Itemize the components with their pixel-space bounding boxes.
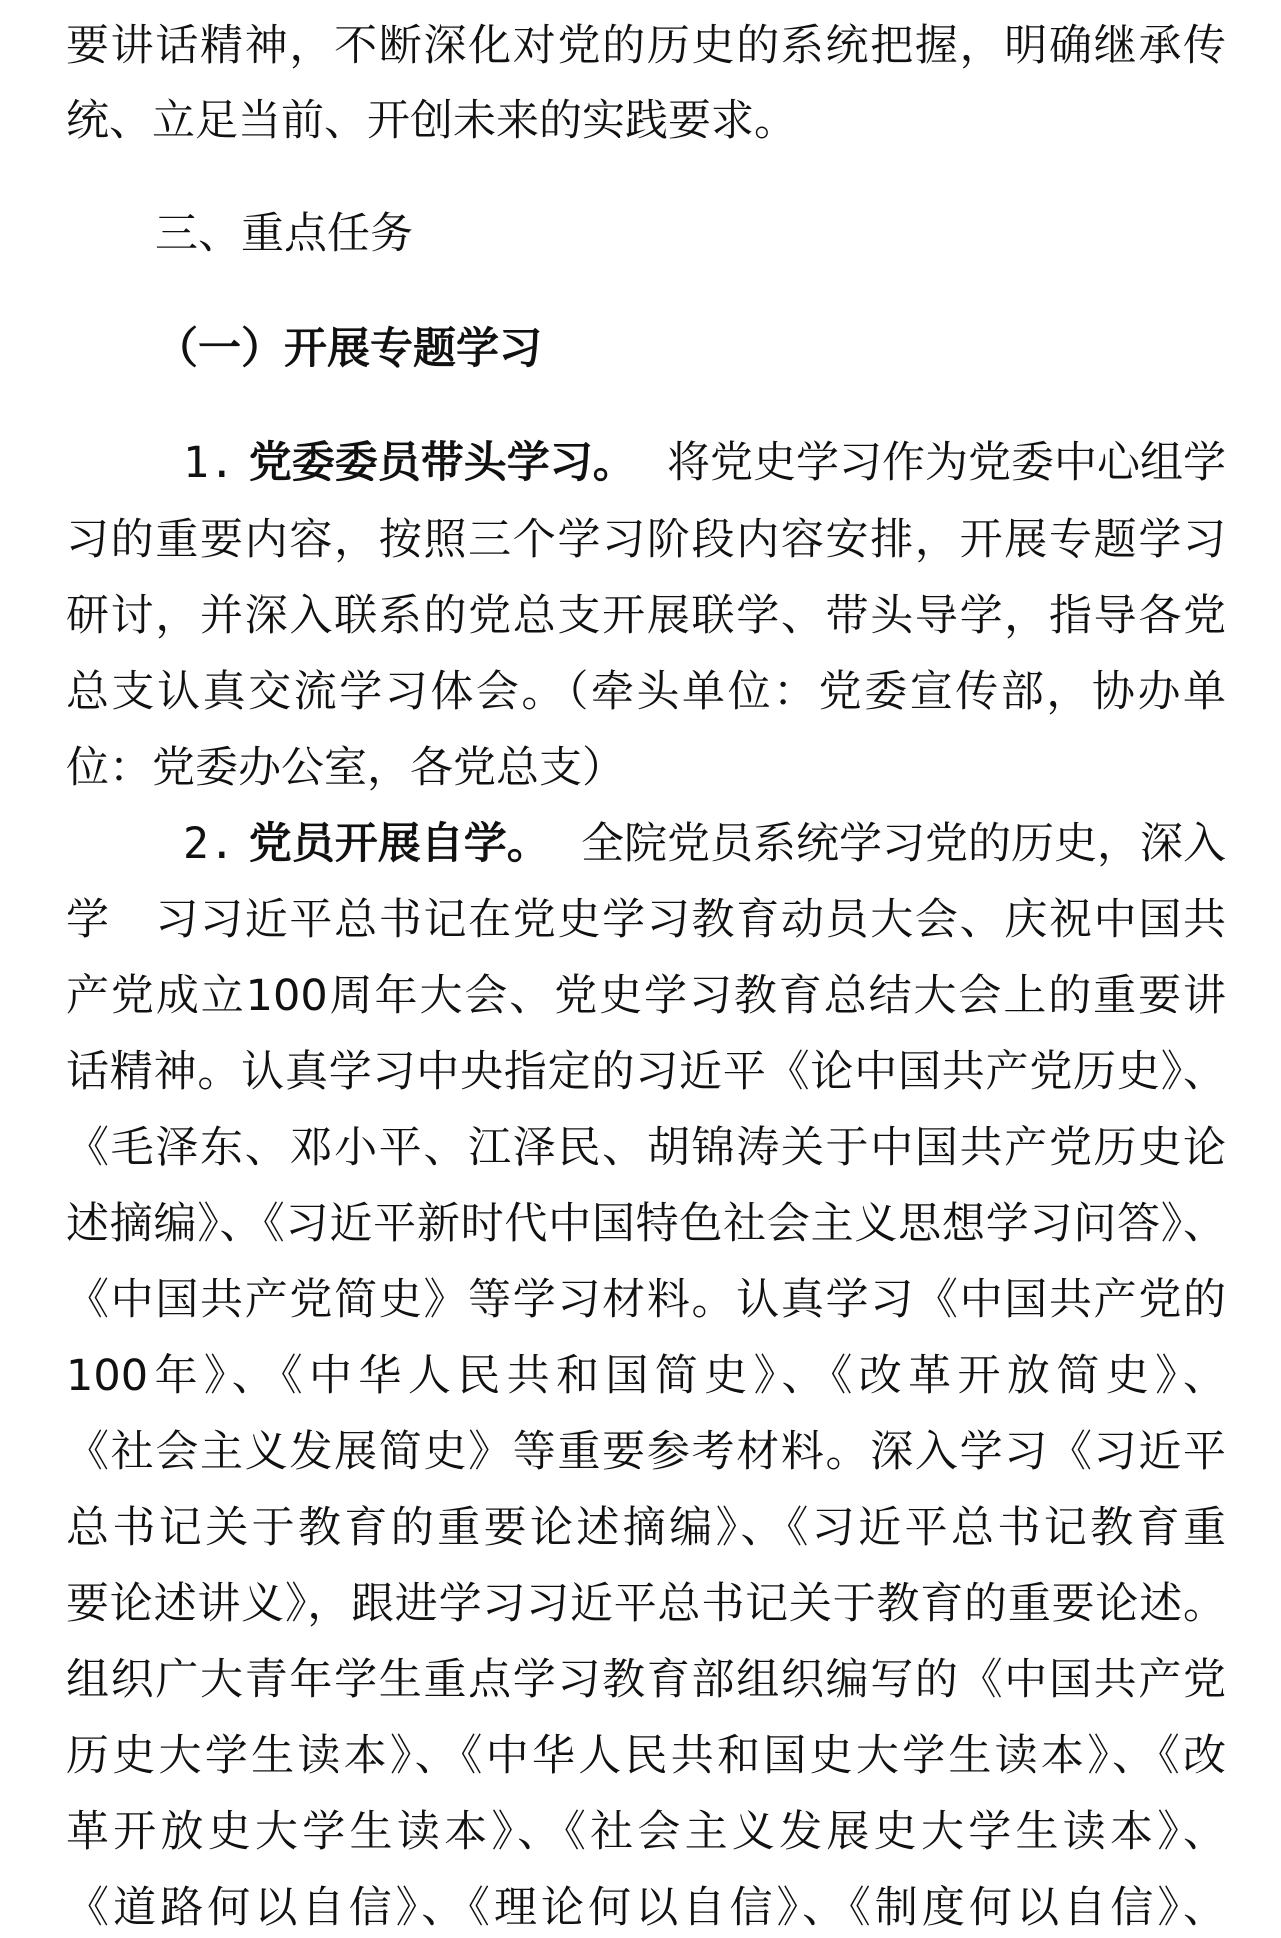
section-heading: 三、重点任务 xyxy=(155,209,413,259)
item2-line-12: 组织广大青年学生重点学习教育部组织编写的《中国共产党 xyxy=(66,1655,1226,1705)
item1-title: 党委委员带头学习。 xyxy=(248,438,636,488)
item2-line-15: 《道路何以自信》、《理论何以自信》、《制度何以自信》、 xyxy=(66,1883,1226,1933)
item2-line-6: 述摘编》、《习近平新时代中国特色社会主义思想学习问答》、 xyxy=(66,1199,1226,1249)
item1-line-2: 习的重要内容，按照三个学习阶段内容安排，开展专题学习 xyxy=(66,515,1226,565)
item2-line-7: 《中国共产党简史》等学习材料。认真学习《中国共产党的 xyxy=(66,1275,1226,1325)
item2-line-11: 要论述讲义》，跟进学习习近平总书记关于教育的重要论述。 xyxy=(66,1579,1226,1629)
item2-line-9: 《社会主义发展简史》等重要参考材料。深入学习《习近平 xyxy=(66,1427,1226,1477)
item2-title: 党员开展自学。 xyxy=(248,819,550,869)
item2-line-5: 《毛泽东、邓小平、江泽民、胡锦涛关于中国共产党历史论 xyxy=(66,1123,1226,1173)
item2-first-line-text xyxy=(249,816,1226,872)
item1-line-4: 总支认真交流学习体会。（牵头单位：党委宣传部，协办单 xyxy=(66,667,1226,717)
subsection-heading: （一）开展专题学习 xyxy=(155,324,542,374)
item2-line-3: 产党成立100周年大会、党史学习教育总结大会上的重要讲 xyxy=(66,971,1226,1021)
item1-first-line xyxy=(183,435,1226,491)
item2-line-13: 历史大学生读本》、《中华人民共和国史大学生读本》、《改 xyxy=(66,1731,1226,1781)
item2-number: 2. xyxy=(183,819,235,869)
item1-first-line-text xyxy=(249,435,1226,491)
item2-line-2: 学 习习近平总书记在党史学习教育动员大会、庆祝中国共 xyxy=(66,895,1226,945)
item2-line-4: 话精神。认真学习中央指定的习近平《论中国共产党历史》、 xyxy=(66,1047,1226,1097)
item2-first-line xyxy=(183,816,1226,872)
item2-line-14: 革开放史大学生读本》、《社会主义发展史大学生读本》、 xyxy=(66,1807,1226,1857)
item2-line-10: 总书记关于教育的重要论述摘编》、《习近平总书记教育重 xyxy=(66,1503,1226,1553)
intro-line-2: 统、立足当前、开创未来的实践要求。 xyxy=(66,96,797,146)
item1-line-5: 位：党委办公室，各党总支） xyxy=(66,743,625,793)
item2-line-8: 100年》、《中华人民共和国简史》、《改革开放简史》、 xyxy=(66,1351,1226,1401)
item1-number: 1. xyxy=(183,438,235,488)
intro-line-1: 要讲话精神，不断深化对党的历史的系统把握，明确继承传 xyxy=(66,21,1226,71)
item2-line1-rest: 全院党员系统学习党的历史，深入 xyxy=(581,819,1226,869)
item1-line-3: 研讨，并深入联系的党总支开展联学、带头导学，指导各党 xyxy=(66,591,1226,641)
item1-line1-rest: 将党史学习作为党委中心组学 xyxy=(667,438,1226,488)
